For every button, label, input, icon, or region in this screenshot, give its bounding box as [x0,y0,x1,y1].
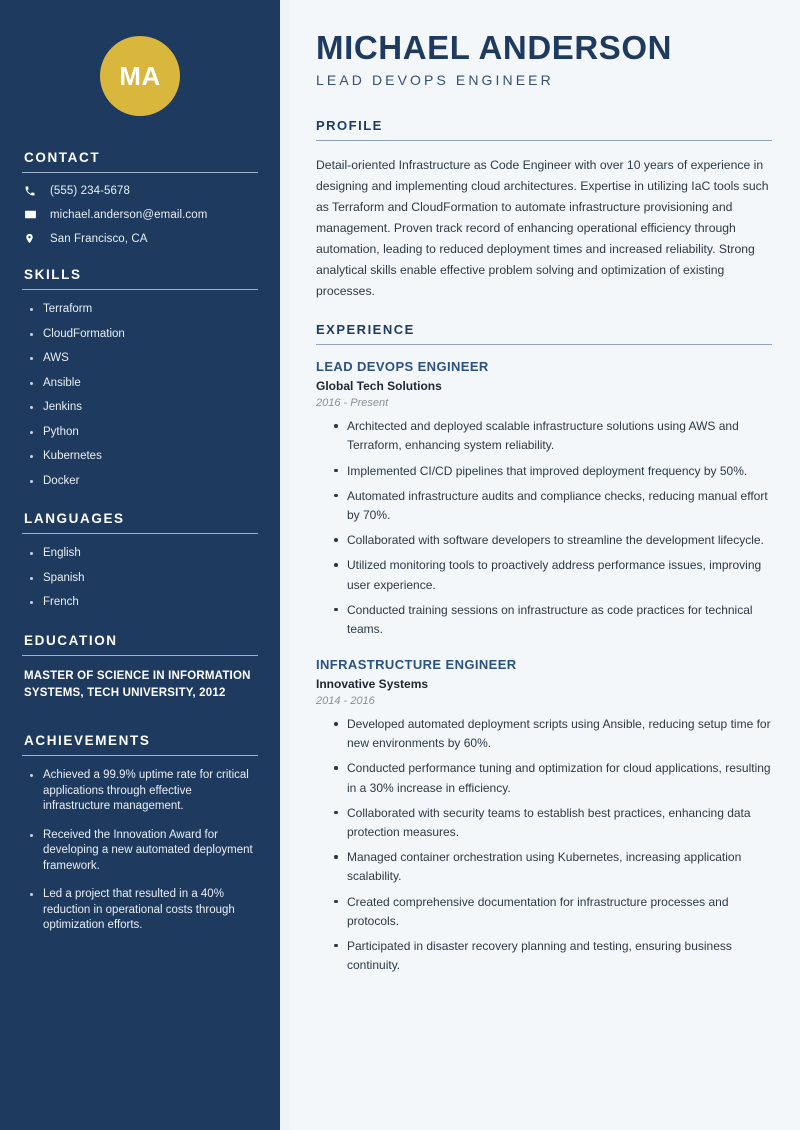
list-item: AWS [30,351,258,367]
list-item: Implemented CI/CD pipelines that improved deployment frequency by 50%. [334,462,772,481]
list-item: Conducted training sessions on infrastructure as code practices for technical teams. [334,601,772,639]
education-divider [22,655,258,656]
languages-section [22,511,258,611]
contact-item-location [22,232,258,245]
experience-heading: EXPERIENCE [316,322,415,338]
achievements-heading: ACHIEVEMENTS [24,733,151,749]
list-item: Achieved a 99.9% uptime rate for critical applications through effective infrastructure management. [30,768,258,815]
profile-heading: PROFILE [316,118,383,134]
list-item: Managed container orchestration using Kubernetes, increasing application scalability. [334,848,772,886]
experience-section [316,322,772,975]
education-heading: EDUCATION [24,632,118,648]
contact-location-value: San Francisco, CA [50,232,148,245]
languages-list [22,546,258,611]
location-pin-icon [24,232,42,245]
profile-divider [316,140,772,141]
education-section [22,633,258,704]
profile-text: Detail-oriented Infrastructure as Code Engineer with over 10 years of experience in designing and implementing cloud architectures. Expertise in utilizing IaC tools such as Terraform and CloudFormation to automate infrastructure provisioning and management. Proven track record of enhancing operational efficiency through automation, leading to reduced deployment times and increased reliability. Strong analytical skills enable effective problem solving and optimization of existing processes. [316,158,769,299]
list-item: Kubernetes [30,449,258,465]
list-item: CloudFormation [30,327,258,343]
profile-section [316,118,772,302]
sidebar-gutter [280,0,290,1130]
list-item: Conducted performance tuning and optimization for cloud applications, resulting in a 30% increase in efficiency. [334,759,772,797]
list-item: Ansible [30,376,258,392]
skills-list [22,302,258,489]
education-degree: MASTER OF SCIENCE IN INFORMATION SYSTEMS, TECH UNIVERSITY, 2012 [24,669,251,700]
list-item: Collaborated with software developers to streamline the development lifecycle. [334,531,772,550]
languages-divider [22,533,258,534]
main-content [290,0,800,1130]
contact-divider [22,172,258,173]
list-item: Docker [30,474,258,490]
list-item: Led a project that resulted in a 40% reduction in operational costs through optimization efforts. [30,887,258,934]
contact-section [22,150,258,245]
contact-email-value: michael.anderson@email.com [50,208,208,221]
contact-heading: CONTACT [24,150,101,165]
list-item: Received the Innovation Award for developing a new automated deployment framework. [30,828,258,875]
list-item: Developed automated deployment scripts using Ansible, reducing setup time for new environments by 60%. [334,715,772,753]
list-item: French [30,595,258,611]
list-item: Architected and deployed scalable infrastructure solutions using AWS and Terraform, enhancing system reliability. [334,417,772,455]
experience-entry [316,359,772,639]
job-dates: 2016 - Present [316,397,389,410]
job-company: Global Tech Solutions [316,379,442,394]
list-item: Participated in disaster recovery planning and testing, ensuring business continuity. [334,937,772,975]
phone-icon [24,185,42,197]
skills-heading: SKILLS [24,267,82,282]
contact-item-phone [22,185,258,197]
achievements-divider [22,755,258,756]
skills-divider [22,289,258,290]
list-item: Utilized monitoring tools to proactively address performance issues, improving user experience. [334,556,772,594]
experience-divider [316,344,772,345]
achievements-section [22,733,258,934]
list-item: Spanish [30,571,258,587]
list-item: Jenkins [30,400,258,416]
list-item: Terraform [30,302,258,318]
list-item: Created comprehensive documentation for infrastructure processes and protocols. [334,893,772,931]
sidebar [0,0,280,1130]
page-title: MICHAEL ANDERSON [316,29,673,66]
avatar-initials: MA [100,36,180,116]
job-company: Innovative Systems [316,677,429,692]
job-bullets-list [316,417,772,639]
skills-section [22,267,258,489]
email-icon [24,208,42,221]
job-title: INFRASTRUCTURE ENGINEER [316,657,517,673]
contact-phone-value: (555) 234-5678 [50,185,131,197]
experience-entry [316,657,772,975]
list-item: Python [30,425,258,441]
avatar-container [22,0,258,150]
job-role-subtitle: LEAD DEVOPS ENGINEER [316,72,554,89]
achievements-list [22,768,258,934]
list-item: Collaborated with security teams to establish best practices, enhancing data protection measures. [334,804,772,842]
job-dates: 2014 - 2016 [316,695,375,708]
list-item: English [30,546,258,562]
contact-item-email [22,208,258,221]
languages-heading: LANGUAGES [24,511,125,527]
job-bullets-list [316,715,772,975]
list-item: Automated infrastructure audits and compliance checks, reducing manual effort by 70%. [334,487,772,525]
job-title: LEAD DEVOPS ENGINEER [316,359,489,375]
